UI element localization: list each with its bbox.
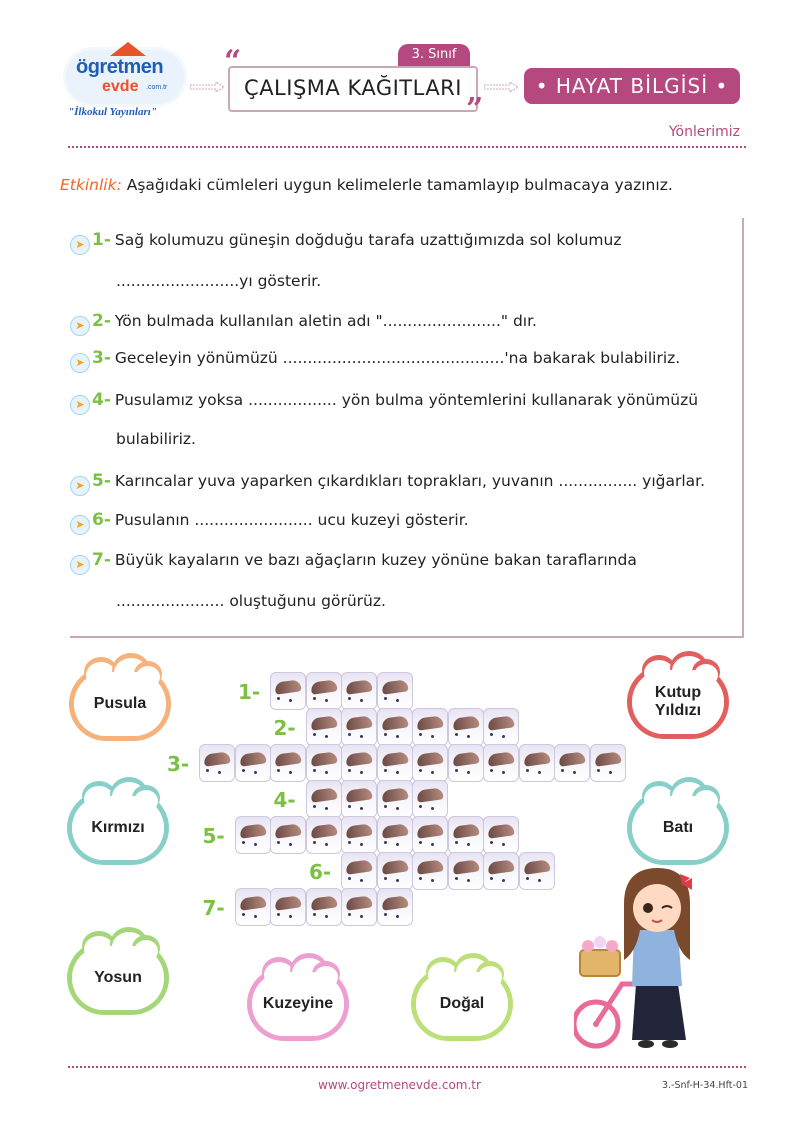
puzzle-cell[interactable]	[235, 888, 271, 926]
question-7-cont: ...................... oluştuğunu görürüz.	[116, 592, 386, 610]
word-cloud	[74, 672, 166, 736]
close-quote-icon: ”	[466, 92, 484, 127]
question-7	[70, 550, 637, 575]
puzzle-cell[interactable]	[412, 816, 448, 854]
question-text: Geceleyin yönümüzü .............................................'na bakarak bulabiliriz.	[114, 349, 681, 367]
arrow-bullet-icon: ➤	[70, 395, 90, 415]
arrow-bullet-icon: ➤	[70, 353, 90, 373]
puzzle-cell[interactable]	[341, 888, 377, 926]
page-title: ÇALIŞMA KAĞITLARI	[244, 76, 462, 100]
word-cloud	[72, 796, 164, 860]
puzzle-cell[interactable]	[483, 708, 519, 746]
puzzle-cell[interactable]	[448, 708, 484, 746]
puzzle-cell[interactable]	[306, 708, 342, 746]
puzzle-cell[interactable]	[306, 888, 342, 926]
row-number-label: 5-	[202, 824, 225, 848]
puzzle-cell[interactable]	[377, 744, 413, 782]
arrow-right-icon	[190, 82, 224, 92]
question-6	[70, 510, 469, 535]
puzzle-cell[interactable]	[270, 888, 306, 926]
puzzle-cell[interactable]	[377, 780, 413, 818]
puzzle-cell[interactable]	[306, 672, 342, 710]
arrow-bullet-icon: ➤	[70, 316, 90, 336]
row-number-label: 2-	[273, 716, 296, 740]
puzzle-cell[interactable]	[483, 744, 519, 782]
question-5	[70, 471, 705, 496]
word-cloud	[72, 946, 164, 1010]
puzzle-cell[interactable]	[306, 780, 342, 818]
row-number-label: 6-	[309, 860, 332, 884]
row-number-label: 1-	[238, 680, 261, 704]
puzzle-cell[interactable]	[377, 852, 413, 890]
topic-label: Yönlerimiz	[668, 124, 740, 140]
title-box	[228, 66, 478, 112]
row-number-label: 4-	[273, 788, 296, 812]
footer-url: www.ogretmenevde.com.tr	[318, 1078, 481, 1092]
logo-line2: evde	[102, 78, 139, 95]
puzzle-cell[interactable]	[377, 816, 413, 854]
word-label: Pusula	[93, 694, 147, 712]
row-number-label: 3-	[167, 752, 190, 776]
question-number: 5-	[92, 471, 111, 491]
word-cloud	[632, 796, 724, 860]
puzzle-cell[interactable]	[448, 744, 484, 782]
puzzle-cell[interactable]	[412, 708, 448, 746]
word-label: Yosun	[94, 968, 142, 986]
open-quote-icon: “	[224, 44, 242, 79]
worksheet-code: 3.-Snf-H-34.Hft-01	[661, 1080, 748, 1091]
arrow-bullet-icon: ➤	[70, 515, 90, 535]
question-number: 1-	[92, 230, 111, 250]
question-3	[70, 348, 680, 373]
puzzle-cell[interactable]	[590, 744, 626, 782]
puzzle-cell[interactable]	[377, 672, 413, 710]
subject-badge: • HAYAT BİLGİSİ •	[524, 68, 740, 104]
puzzle-cell[interactable]	[341, 744, 377, 782]
puzzle-cell[interactable]	[483, 816, 519, 854]
puzzle-cell[interactable]	[306, 744, 342, 782]
puzzle-cell[interactable]	[270, 816, 306, 854]
puzzle-cell[interactable]	[341, 708, 377, 746]
question-1	[70, 230, 622, 255]
word-label: Kuzeyine	[262, 994, 334, 1012]
arrow-bullet-icon: ➤	[70, 555, 90, 575]
instruction-label: Etkinlik:	[60, 176, 122, 194]
logo-tagline: "İlkokul Yayınları"	[68, 106, 157, 118]
puzzle-cell[interactable]	[306, 816, 342, 854]
header-divider	[68, 146, 746, 148]
arrow-bullet-icon: ➤	[70, 476, 90, 496]
question-text: Pusulanın ........................ ucu kuzeyi gösterir.	[114, 511, 469, 529]
puzzle-cell[interactable]	[519, 852, 555, 890]
word-cloud	[416, 972, 508, 1036]
questions-panel	[70, 218, 744, 638]
question-4	[70, 390, 698, 415]
puzzle-cell[interactable]	[270, 672, 306, 710]
word-cloud	[632, 670, 724, 734]
word-label: Batı	[662, 818, 694, 836]
puzzle-cell[interactable]	[341, 780, 377, 818]
house-roof-icon	[110, 42, 146, 56]
question-text: Büyük kayaların ve bazı ağaçların kuzey yönüne bakan taraflarında	[114, 551, 637, 569]
word-label: Kırmızı	[91, 818, 145, 836]
footer-divider	[68, 1066, 746, 1068]
arrow-right-icon	[484, 82, 518, 92]
word-label: Doğal	[439, 994, 485, 1012]
question-text: Sağ kolumuzu güneşin doğduğu tarafa uzattığımızda sol kolumuz	[114, 231, 622, 249]
puzzle-cell[interactable]	[448, 816, 484, 854]
question-text: Karıncalar yuva yaparken çıkardıkları toprakları, yuvanın ................ yığarlar.	[114, 472, 706, 490]
puzzle-cell[interactable]	[412, 852, 448, 890]
question-1-cont: .........................yı gösterir.	[116, 272, 322, 290]
girl-with-bicycle-illustration	[574, 864, 704, 1054]
puzzle-cell[interactable]	[519, 744, 555, 782]
question-number: 2-	[92, 311, 111, 331]
puzzle-cell[interactable]	[483, 852, 519, 890]
question-number: 6-	[92, 510, 111, 530]
question-text: Pusulamız yoksa .................. yön bulma yöntemlerini kullanarak yönümüzü	[114, 391, 699, 409]
puzzle-cell[interactable]	[270, 744, 306, 782]
puzzle-cell[interactable]	[412, 744, 448, 782]
grade-tab: 3. Sınıf	[398, 44, 470, 66]
panel-frame-right	[734, 218, 744, 638]
puzzle-cell[interactable]	[412, 780, 448, 818]
question-2	[70, 311, 537, 336]
word-label: Kutup Yıldızı	[654, 683, 702, 719]
question-number: 3-	[92, 348, 111, 368]
puzzle-cell[interactable]	[377, 708, 413, 746]
publisher-logo	[66, 44, 188, 124]
puzzle-cell[interactable]	[341, 852, 377, 890]
puzzle-cell[interactable]	[554, 744, 590, 782]
puzzle-cell[interactable]	[341, 672, 377, 710]
question-number: 4-	[92, 390, 111, 410]
puzzle-cell[interactable]	[235, 816, 271, 854]
puzzle-cell[interactable]	[448, 852, 484, 890]
puzzle-cell[interactable]	[199, 744, 235, 782]
instruction	[60, 176, 673, 194]
question-text: Yön bulmada kullanılan aletin adı "........................" dır.	[114, 312, 537, 330]
logo-line1: ögretmen	[76, 56, 164, 78]
puzzle-cell[interactable]	[235, 744, 271, 782]
question-number: 7-	[92, 550, 111, 570]
row-number-label: 7-	[202, 896, 225, 920]
arrow-bullet-icon: ➤	[70, 235, 90, 255]
puzzle-cell[interactable]	[341, 816, 377, 854]
word-cloud	[252, 972, 344, 1036]
panel-frame-bottom	[70, 636, 744, 638]
puzzle-cell[interactable]	[377, 888, 413, 926]
logo-domain: .com.tr	[146, 84, 168, 91]
question-4-cont: bulabiliriz.	[116, 430, 196, 448]
instruction-text: Aşağıdaki cümleleri uygun kelimelerle tamamlayıp bulmacaya yazınız.	[126, 176, 673, 194]
